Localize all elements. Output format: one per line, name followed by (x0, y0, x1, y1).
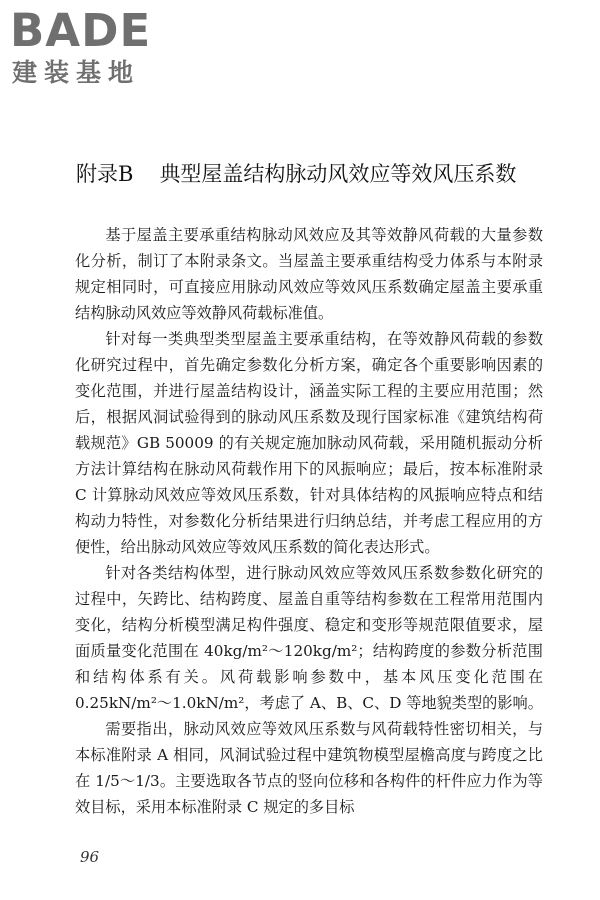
paragraph: 针对每一类典型类型屋盖主要承重结构，在等效静风荷载的参数化研究过程中，首先确定参数化分析方案，确定各个重要影响因素的变化范围，并进行屋盖结构设计，涵盖实际工程的主要应用范围；然后，根据风洞试验得到的脉动风压系数及现行国家标准《建筑结构荷载规范》GB 50009 的有关规定施加脉动风荷载，采用随机振动分析方法计算结构在脉动风荷载作用下的风振响应；最后，按本标准附录 C 计算脉动风效应等效风压系数，针对具体结构的风振响应特点和结构动力特性，对参数化分析结果进行归纳总结，并考虑工程应用的方便性，给出脉动风效应等效风压系数的简化表达形式。 (75, 330, 543, 556)
page-title (76, 160, 576, 188)
appendix-title-text: 典型屋盖结构脉动风效应等效风压系数 (159, 162, 517, 186)
body-text (75, 222, 543, 820)
paragraph: 需要指出，脉动风效应等效风压系数与风荷载特性密切相关，与本标准附录 A 相同，风洞试验过程中建筑物模型屋檐高度与跨度之比在 1/5～1/3。主要选取各节点的竖向位移和各构件的杆件应力作为等效目标，采用本标准附录 C 规定的多目标 (75, 720, 543, 816)
appendix-label: 附录B (76, 162, 134, 186)
paragraph: 基于屋盖主要承重结构脉动风效应及其等效静风荷载的大量参数化分析，制订了本附录条文。当屋盖主要承重结构受力体系与本附录规定相同时，可直接应用脉动风效应等效风压系数确定屋盖主要承重结构脉动风效应等效静风荷载标准值。 (75, 226, 543, 322)
logo-subtitle: 建装基地 (12, 58, 141, 87)
logo-wordmark: BADE (10, 4, 152, 57)
logo (10, 6, 180, 90)
paragraph: 针对各类结构体型，进行脉动风效应等效风压系数参数化研究的过程中，矢跨比、结构跨度、屋盖自重等结构参数在工程常用范围内变化，结构分析模型满足构件强度、稳定和变形等规范限值要求，屋面质量变化范围在 40kg/m²～120kg/m²；结构跨度的参数分析范围和结构体系有关。风荷载影响参数中，基本风压变化范围在 0.25kN/m²～1.0kN/m²，考虑了 A、B、C、D 等地貌类型的影响。 (75, 564, 543, 712)
page-number: 96 (80, 848, 100, 866)
